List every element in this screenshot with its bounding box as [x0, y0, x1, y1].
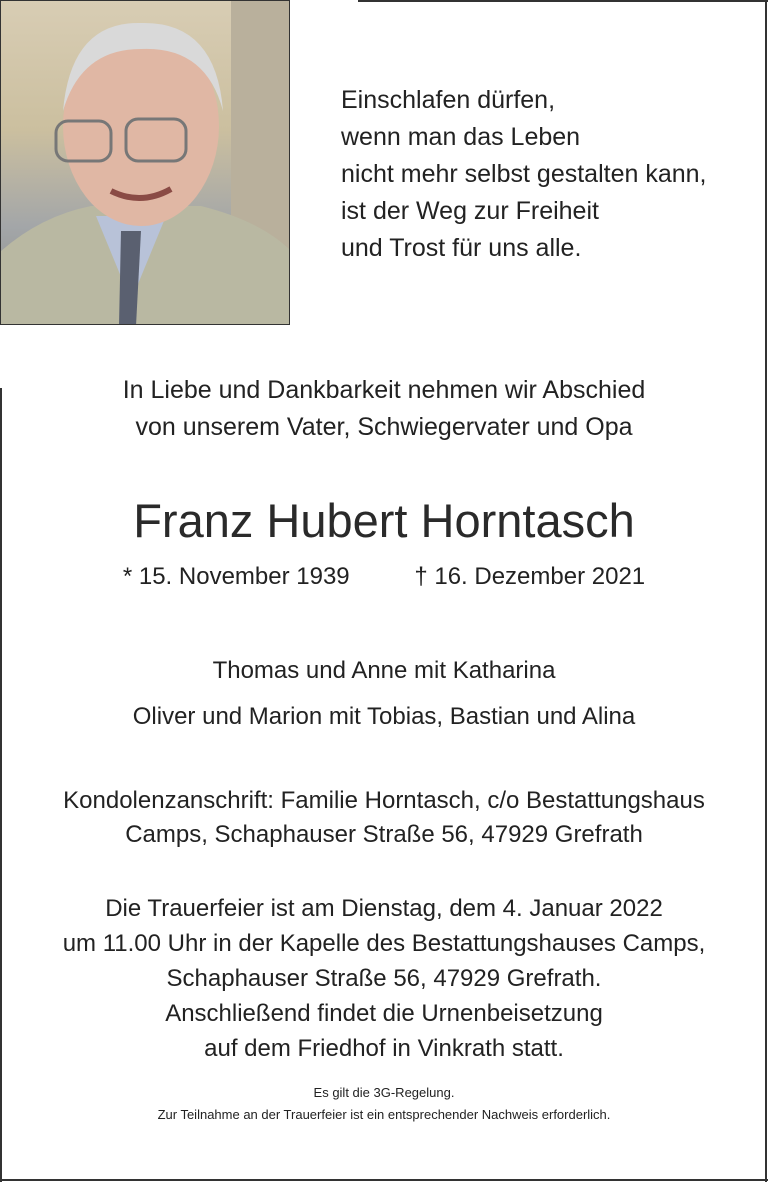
note-line: Es gilt die 3G-Regelung. — [313, 1085, 455, 1100]
address-line: Camps, Schaphauser Straße 56, 47929 Grefrath — [125, 821, 643, 848]
funeral-line: Die Trauerfeier ist am Dienstag, dem 4. Januar 2022 — [105, 895, 663, 922]
funeral-line: Anschließend findet die Urnenbeisetzung — [165, 1000, 603, 1027]
poem-line: wenn man das Leben — [341, 123, 581, 151]
funeral-info — [0, 891, 768, 1066]
bottom-border — [0, 1179, 768, 1181]
death-date: † 16. Dezember 2021 — [414, 563, 646, 590]
birth-date: * 15. November 1939 — [122, 563, 350, 590]
condolence-address — [0, 784, 768, 852]
portrait-photo — [0, 0, 290, 325]
deceased-name: Franz Hubert Horntasch — [133, 494, 635, 547]
poem-line: und Trost für uns alle. — [341, 234, 582, 262]
top-border — [358, 0, 768, 2]
family-line: Oliver und Marion mit Tobias, Bastian und Alina — [132, 703, 636, 730]
funeral-line: Schaphauser Straße 56, 47929 Grefrath. — [166, 965, 602, 992]
address-line: Kondolenzanschrift: Familie Horntasch, c/o Bestattungshaus — [63, 787, 705, 814]
funeral-line: auf dem Friedhof in Vinkrath statt. — [204, 1035, 564, 1062]
intro-line: In Liebe und Dankbarkeit nehmen wir Abschied — [122, 376, 646, 404]
poem — [341, 82, 706, 267]
poem-line: ist der Weg zur Freiheit — [341, 197, 599, 225]
poem-line: nicht mehr selbst gestalten kann, — [341, 160, 707, 188]
intro-line: von unserem Vater, Schwiegervater und Opa — [135, 413, 633, 441]
family-list — [0, 648, 768, 740]
intro-text — [0, 372, 768, 446]
life-dates — [0, 563, 768, 591]
poem-line: Einschlafen dürfen, — [341, 86, 556, 114]
funeral-line: um 11.00 Uhr in der Kapelle des Bestattungshauses Camps, — [62, 930, 706, 957]
family-line: Thomas und Anne mit Katharina — [212, 657, 556, 684]
notes — [0, 1082, 768, 1126]
note-line: Zur Teilnahme an der Trauerfeier ist ein entsprechender Nachweis erforderlich. — [157, 1107, 611, 1122]
